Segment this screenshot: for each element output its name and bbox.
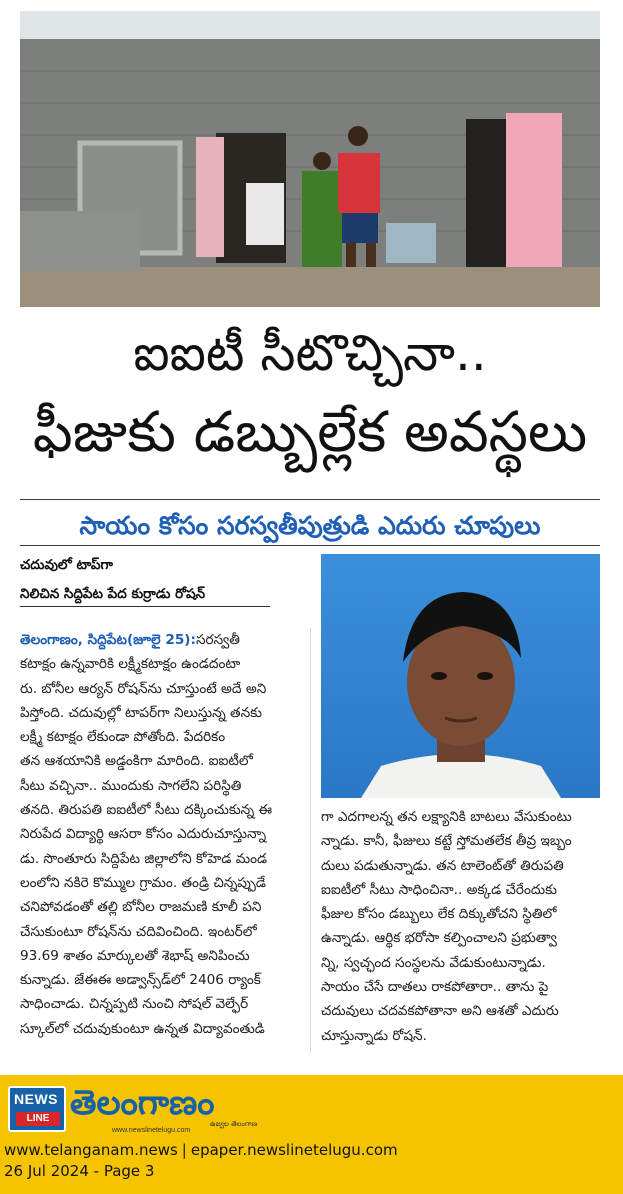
footer-rule xyxy=(0,1073,623,1075)
footer-links xyxy=(4,1141,398,1159)
article-line: సాధించాడు. చిన్నప్పటి నుంచి సోషల్ వెల్ఫేర్ xyxy=(20,996,249,1013)
kicker-line-1: చదువులో టాప్‌గా xyxy=(20,557,113,573)
site-link-telanganam[interactable]: www.telanganam.news xyxy=(4,1141,178,1159)
article-line: ఐఐటీలో సీటు సాధించినా.. అక్కడ చేరేందుకు xyxy=(321,881,557,898)
epaper-footer xyxy=(0,1073,623,1194)
article-line: లక్ష్మీ కటాక్షం లేకుండా పోతోంది. పేదరికం xyxy=(20,729,226,746)
newsline-logo xyxy=(8,1086,66,1132)
article-line: రు. బోనీల ఆర్యన్ రోషన్‌ను చూస్తుంటే అదే అని xyxy=(20,680,267,697)
headline-line-1: ఐఐటీ సీటొచ్చినా.. xyxy=(133,324,487,382)
article-line: లంలోని నకిరె కొమ్ముల గ్రామం. తండ్రి చిన్నప్పుడే xyxy=(20,874,266,891)
logo-tagline: ఉజ్వల తెలంగాణ xyxy=(210,1120,258,1128)
article-body-left xyxy=(20,628,300,1041)
article-line: కున్నాడు. జేఈఈ అడ్వాన్స్‌డ్‌లో 2406 ర్యాంక్ xyxy=(20,972,261,989)
divider xyxy=(20,545,600,546)
article-line: స్కూల్‌లో చదువుకుంటూ ఉన్నత విద్యావంతుడి xyxy=(20,1020,265,1037)
article-line: చనిపోవడంతో తల్లి బోనీల రాజమణి కూలీ పని xyxy=(20,899,262,916)
article-line: ఉన్నాడు. ఆర్థిక భరోసా కల్పించాలని ప్రభుత్వా xyxy=(321,930,557,947)
article-line: చేసుకుంటూ రోషన్‌ను చదివించింది. ఇంటర్‌లో xyxy=(20,923,257,940)
article-line: తెలంగాణం, సిద్దిపేట(జూలై 25):సరస్వతీ xyxy=(20,632,240,648)
student-portrait-photo xyxy=(321,554,600,798)
article-line: నిరుపేద విద్యార్థి ఆసరా కోసం ఎదురుచూస్తున్నా xyxy=(20,826,267,843)
article-line: సాయం చేసే దాతలు రాకపోతారా.. తాను పై xyxy=(321,979,549,996)
article-line: చూస్తున్నాడు రోషన్. xyxy=(321,1027,427,1044)
subheadline: సాయం కోసం సరస్వతీపుత్రుడి ఎదురు చూపులు xyxy=(79,511,541,540)
article-line: తన ఆశయానికి అడ్డంకిగా మారింది. ఐఐటీలో xyxy=(20,753,253,770)
article-line: డు. సొంతూరు సిద్దిపేట జిల్లాలోని కోహెడ మండ xyxy=(20,850,268,867)
logo-news-text: NEWS xyxy=(14,1091,58,1107)
article-line: ఫీజుల కోసం డబ్బులు లేక దిక్కుతోచని స్థితిలో xyxy=(321,906,557,923)
telanganam-logo: తెలంగాణం xyxy=(70,1083,215,1123)
kicker-line-2: నిలిచిన సిద్దిపేట పేద కుర్రాడు రోషన్ xyxy=(20,586,206,602)
article-line: సీటు వచ్చినా.. ముందుకు సాగలేని పరిస్థితి xyxy=(20,777,242,794)
column-divider xyxy=(310,628,311,1053)
article-line: తనది. తిరుపతి ఐఐటీలో సీటు దక్కించుకున్న ఈ xyxy=(20,802,273,819)
article-line: 93.69 శాతం మార్కులతో శెభాష్ అనిపించు xyxy=(20,947,250,964)
logo-url: www.newslinetelugu.com xyxy=(112,1127,191,1134)
article-body-right xyxy=(321,805,601,1048)
article-line: చదువులు చదవకపోతానా అని ఆశతో ఎదురు xyxy=(321,1003,559,1020)
article-line: పిస్తోంది. చదువుల్లో టాపర్‌గా నిలుస్తున్న తనకు xyxy=(20,704,262,721)
article-line: న్నాడు. కానీ, ఫీజులు కట్టే స్తోమతలేక తీవ్ర ఇబ్బం xyxy=(321,833,572,850)
article-line: న్ని, స్వచ్ఛంద సంస్థలను వేడుకుంటున్నాడు. xyxy=(321,954,546,971)
link-separator: | xyxy=(181,1141,187,1159)
house-photo xyxy=(20,11,600,307)
edition-date: 26 Jul 2024 - Page 3 xyxy=(4,1162,155,1180)
site-link-epaper[interactable]: epaper.newslinetelugu.com xyxy=(190,1141,398,1159)
headline-line-2: ఫీజుకు డబ్బుల్లేక అవస్థలు xyxy=(32,400,588,465)
article-line: గా ఎదగాలన్న తన లక్ష్యానికి బాటలు వేసుకుంటు xyxy=(321,809,572,825)
logo-line-text: LINE xyxy=(16,1112,60,1126)
kicker-underline xyxy=(20,606,270,607)
article-line: దులు పడుతున్నాడు. తన టాలెంట్‌తో తిరుపతి xyxy=(321,857,564,874)
article-line: కటాక్షం ఉన్నవారికి లక్ష్మీకటాక్షం ఉండదంటా xyxy=(20,656,241,673)
dateline: తెలంగాణం, సిద్దిపేట(జూలై 25): xyxy=(20,632,196,648)
divider xyxy=(20,499,600,500)
